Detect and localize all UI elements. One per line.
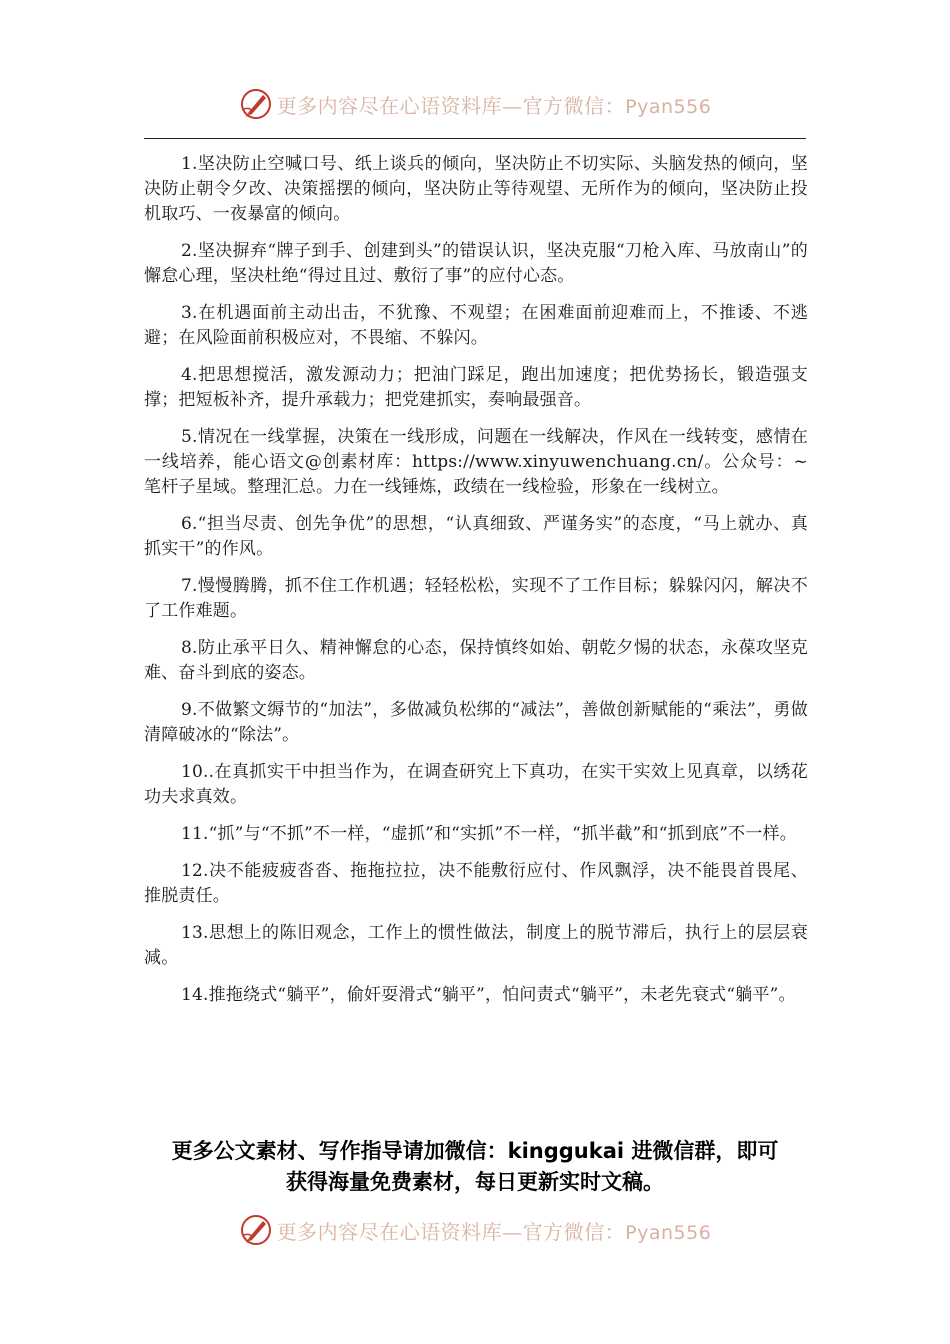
footer-banner [0, 1210, 950, 1250]
banner-text [277, 90, 712, 119]
paragraph-2: 2.坚决摒弃“牌子到手、创建到头”的错误认识，坚决克服“刀枪入库、马放南山”的懈怠心理，坚决杜绝“得过且过、敷衍了事”的应付心态。 [144, 241, 808, 286]
paragraph-6: 6.“担当尽责、创先争优”的思想，“认真细致、严谨务实”的态度，“马上就办、真抓实干”的作风。 [144, 514, 808, 559]
paragraph-10: 10..在真抓实干中担当作为，在调查研究上下真功，在实干实效上见真章，以绣花功夫求真效。 [144, 762, 808, 807]
banner-cn-text: 更多内容尽在心语资料库—官方微信： [276, 93, 626, 118]
banner-wechat-id: Pyan556 [625, 95, 712, 118]
banner-wechat-id: Pyan556 [625, 1221, 712, 1244]
footer-line-1: 更多公文素材、写作指导请加微信：kinggukai 进微信群，即可 [171, 1139, 779, 1163]
paragraph-9: 9.不做繁文缛节的“加法”，多做减负松绑的“减法”，善做创新赋能的“乘法”，勇做清障破冰的“除法”。 [144, 700, 808, 745]
paragraph-14: 14.推拖绕式“躺平”，偷奸耍滑式“躺平”，怕问责式“躺平”，未老先衰式“躺平”。 [181, 985, 796, 1005]
banner-text [277, 1216, 712, 1245]
document-body [144, 152, 808, 1020]
footer-line-2: 获得海量免费素材，每日更新实时文稿。 [286, 1170, 664, 1194]
paragraph-3: 3.在机遇面前主动出击，不犹豫、不观望；在困难面前迎难而上，不推诿、不逃避；在风险面前积极应对，不畏缩、不躲闪。 [144, 303, 808, 348]
paragraph-11: 11.“抓”与“不抓”不一样，“虚抓”和“实抓”不一样，“抓半截”和“抓到底”不一样。 [181, 824, 797, 844]
header-banner [0, 84, 950, 124]
paragraph-5: 5.情况在一线掌握，决策在一线形成，问题在一线解决，作风在一线转变，感情在一线培养，能心语文@创素材库：https://www.xinyuwenchuang.cn/。公众号：~笔杆子星域。整理汇总。力在一线锤炼，政绩在一线检验，形象在一线树立。 [144, 427, 808, 497]
paragraph-4: 4.把思想搅活，激发源动力；把油门踩足，跑出加速度；把优势扬长，锻造强支撑；把短板补齐，提升承载力；把党建抓实，奏响最强音。 [144, 365, 808, 410]
footer-promo-note [100, 1136, 850, 1198]
header-divider [144, 138, 806, 139]
banner-cn-text: 更多内容尽在心语资料库—官方微信： [276, 1219, 626, 1244]
paragraph-1: 1.坚决防止空喊口号、纸上谈兵的倾向，坚决防止不切实际、头脑发热的倾向，坚决防止朝令夕改、决策摇摆的倾向，坚决防止等待观望、无所作为的倾向，坚决防止投机取巧、一夜暴富的倾向。 [144, 154, 808, 224]
paragraph-8: 8.防止承平日久、精神懈怠的心态，保持慎终如始、朝乾夕惕的状态，永葆攻坚克难、奋斗到底的姿态。 [144, 638, 808, 683]
paragraph-12: 12.决不能疲疲沓沓、拖拖拉拉，决不能敷衍应付、作风飘浮，决不能畏首畏尾、推脱责任。 [144, 861, 808, 906]
paragraph-7: 7.慢慢腾腾，抓不住工作机遇；轻轻松松，实现不了工作目标；躲躲闪闪，解决不了工作难题。 [144, 576, 808, 621]
paragraph-13: 13.思想上的陈旧观念，工作上的惯性做法，制度上的脱节滞后，执行上的层层衰减。 [144, 923, 808, 968]
quill-pen-logo-icon [239, 1213, 273, 1247]
quill-pen-logo-icon [239, 87, 273, 121]
